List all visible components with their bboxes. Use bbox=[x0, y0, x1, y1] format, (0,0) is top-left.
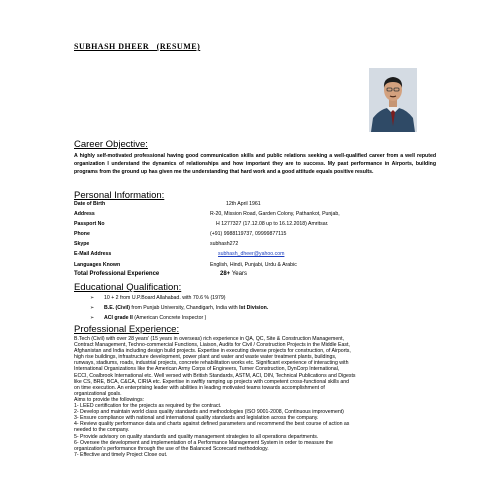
education-text: (American Concrete Inspector ) bbox=[132, 315, 207, 321]
experience-line: high rise buildings, infrastructure development, power plant and water and waste water treatment plants, buildings, bbox=[74, 354, 337, 361]
arrow-bullet-icon: ➢ bbox=[90, 295, 95, 301]
professional-experience-text bbox=[74, 336, 436, 458]
personal-information-heading: Personal Information: bbox=[74, 190, 165, 201]
experience-line: runways, stadiums, roads, industrial projects, concrete rehabilitation works etc. Significant experience of interacting with bbox=[74, 360, 349, 367]
professional-experience-heading: Professional Experience: bbox=[74, 324, 180, 335]
experience-line: 7- Effective and timely Project Close out. bbox=[74, 451, 168, 458]
info-label: Passport No bbox=[74, 221, 105, 227]
total-experience-unit: Years bbox=[231, 271, 247, 277]
experience-line: International Organizations like the American Army Corps of Engineers, Turner Construction, DynCorp International, bbox=[74, 366, 340, 373]
experience-line: Aims to provide the followings: bbox=[74, 396, 145, 403]
experience-line: 4- Review quality performance data and charts against defined parameters and recommend the best course of action as bbox=[74, 421, 350, 428]
education-text: 10 + 2 from U.P.Board Allahabad. with 70.6 % (1979) bbox=[104, 295, 226, 301]
experience-line: 5- Provide advisory on quality standards and quality management strategies to all operations departments. bbox=[74, 433, 319, 440]
experience-line: organizational goals. bbox=[74, 390, 122, 397]
educational-qualification-heading: Educational Qualification: bbox=[74, 282, 182, 293]
total-experience-years: 28+ bbox=[220, 271, 231, 277]
info-value: R-20, Mission Road, Garden Colony, Pathankot, Punjab, bbox=[210, 211, 340, 217]
info-label: Skype bbox=[74, 241, 90, 247]
experience-line: on time execution. An enterprising leader with abilities in leading motivated teams towards accomplishment of bbox=[74, 384, 325, 391]
info-value: H 1277327 (17.12.08 up to 16.12.2018) Amritsar. bbox=[216, 221, 329, 227]
info-label: Languages Known bbox=[74, 262, 121, 268]
arrow-bullet-icon: ➢ bbox=[90, 305, 95, 311]
total-experience-label: Total Professional Experience bbox=[74, 271, 160, 277]
experience-line: organization's performance through the use of the Balanced Scorecard methodology. bbox=[74, 445, 269, 452]
education-item bbox=[90, 295, 225, 301]
info-row-phone bbox=[74, 231, 434, 239]
total-experience-row bbox=[74, 271, 247, 277]
education-degree: B.E. (Civil) bbox=[104, 305, 130, 311]
info-row-dob bbox=[74, 201, 434, 209]
info-label: Address bbox=[74, 211, 95, 217]
experience-line: 3- Ensure compliance with national and international quality standards and legislation across the company. bbox=[74, 415, 319, 422]
education-item bbox=[90, 315, 206, 321]
info-value: 12th April 1961 bbox=[226, 201, 261, 207]
info-value: subhash272 bbox=[210, 241, 239, 247]
info-row-email bbox=[74, 251, 434, 259]
info-value: English, Hindi, Punjabi, Urdu & Arabic bbox=[210, 262, 297, 268]
experience-line: B.Tech (Civil) with over 28 years' (15 years in overseas) rich experience in QA, QC, Site & Construction Management, bbox=[74, 336, 344, 342]
experience-line: needed to the company. bbox=[74, 427, 130, 434]
experience-line: Contract Management, Techno-commercial Functions, Liaison, Audits for Civil / Construction Projects in the Middle East, bbox=[74, 342, 350, 349]
career-objective-text: A highly self-motivated professional having good communication skills and public relations seeking a well-qualified career from a well reputed organization I understand the dynamics of relationships and how important they are to success. My past performance in Airports, building programs from the ground up has given me the understanding that hard work and a good attitude equals positive results. bbox=[74, 153, 436, 175]
experience-line: Afghanistan and India including design build projects. Expertise in executing diverse projects for construction, of Airports, bbox=[74, 348, 351, 355]
arrow-bullet-icon: ➢ bbox=[90, 315, 95, 321]
info-row-address bbox=[74, 211, 434, 219]
experience-line: ECCI, Coalbrook International etc. Well versed with British Standards, ASTM, ACI, DIN, Technical Publications and Digests bbox=[74, 372, 356, 379]
career-objective-heading: Career Objective: bbox=[74, 139, 148, 150]
portrait-image bbox=[369, 68, 417, 132]
email-link[interactable]: subhash_dheer@yahoo.com bbox=[218, 251, 285, 257]
experience-line: 6- Oversee the development and implementation of a Performance Management System in order to measure the bbox=[74, 439, 333, 446]
education-certification: ACI grade II bbox=[104, 315, 133, 321]
info-label: E-Mail Address bbox=[74, 251, 112, 257]
profile-photo bbox=[369, 68, 417, 132]
experience-line: 2- Develop and maintain world class quality standards and methodologies (ISO 9001-2008, Continuous improvement) bbox=[74, 409, 344, 416]
experience-line: like CS, BRE, BCA, C&CA, CIRIA etc. Expertise in swiftly ramping up projects with competent cross-functional skills and bbox=[74, 378, 350, 385]
info-row-languages bbox=[74, 262, 434, 270]
info-label: Phone bbox=[74, 231, 90, 237]
info-value: (+91) 9988119737, 09999877115 bbox=[210, 231, 287, 237]
info-label: Date of Birth bbox=[74, 201, 106, 207]
education-division: Ist Division. bbox=[239, 305, 269, 311]
resume-name-title: SUBHASH DHEER (RESUME) bbox=[74, 42, 201, 51]
info-row-passport bbox=[74, 221, 434, 229]
education-item bbox=[90, 305, 268, 311]
experience-line: 1- LEED certification for the projects as required by the contract. bbox=[74, 403, 222, 410]
info-row-skype bbox=[74, 241, 434, 249]
total-experience-value bbox=[220, 271, 247, 277]
education-text: from Punjab University, Chandigarh, India with bbox=[129, 305, 240, 311]
